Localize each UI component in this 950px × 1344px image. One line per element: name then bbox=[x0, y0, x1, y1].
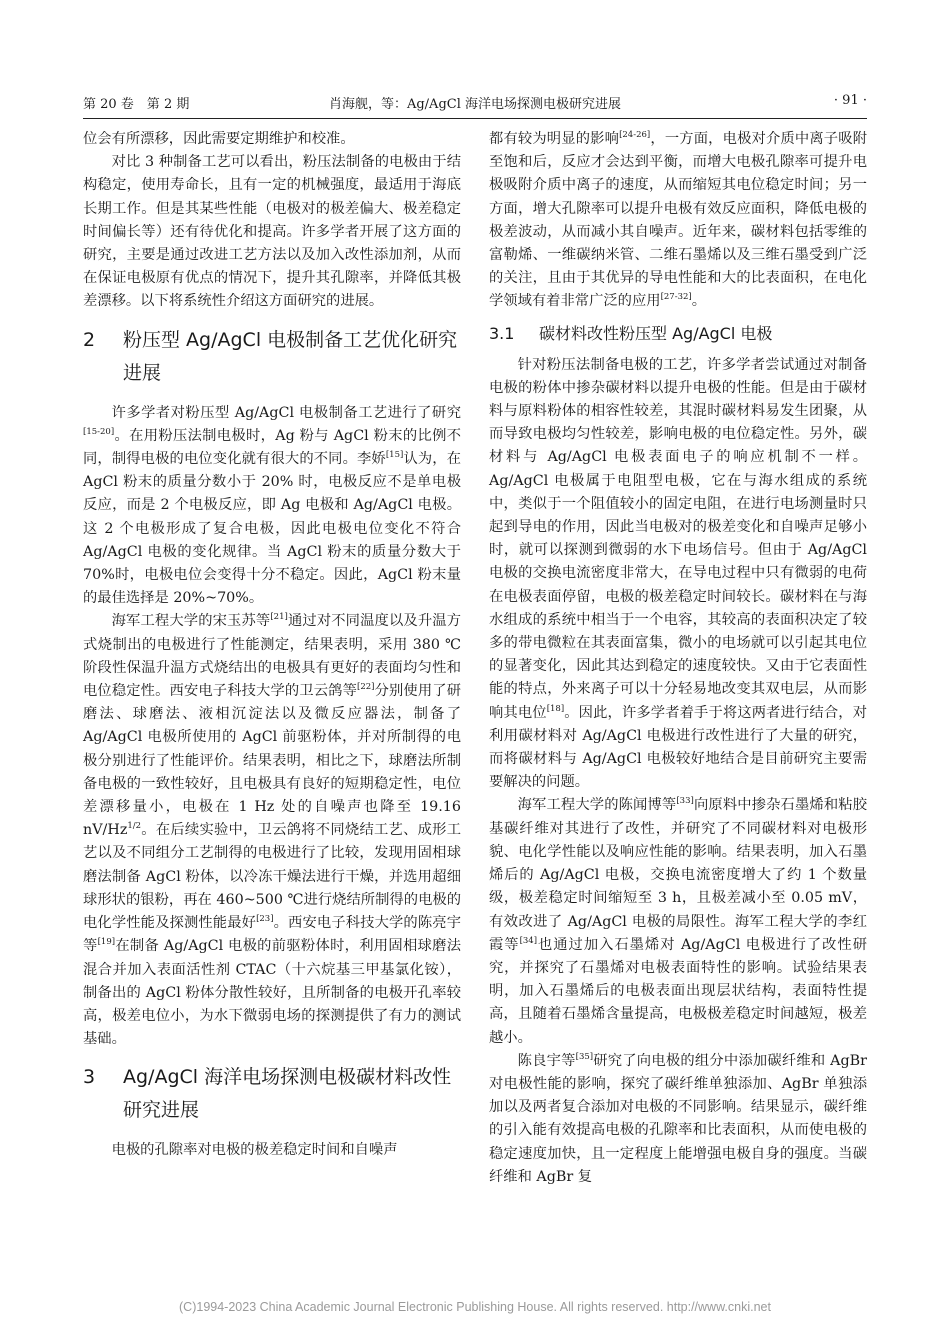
paragraph bbox=[83, 402, 461, 611]
section-title: 粉压型 Ag/AgCl 电极制备工艺优化研究进展 bbox=[123, 328, 458, 384]
section-2-heading bbox=[83, 324, 461, 390]
subsection-3-1-heading bbox=[489, 320, 867, 348]
copyright-footer: (C)1994-2023 China Academic Journal Electronic Publishing House. All rights reserved. http://www.cnki.net bbox=[179, 1300, 771, 1314]
text-run: 。 bbox=[691, 293, 706, 310]
left-column bbox=[83, 128, 461, 1163]
section-title: Ag/AgCl 海洋电场探测电极碳材料改性研究进展 bbox=[123, 1066, 452, 1122]
subsection-title: 碳材料改性粉压型 Ag/AgCl 电极 bbox=[539, 323, 773, 343]
paragraph bbox=[489, 1050, 867, 1189]
paragraph bbox=[489, 794, 867, 1049]
section-number: 3 bbox=[83, 1066, 96, 1089]
text-run: 海军工程大学的陈闻博等 bbox=[517, 797, 677, 814]
citation: [27-32] bbox=[660, 292, 692, 303]
section-3-heading bbox=[83, 1061, 461, 1127]
paragraph: 位会有所漂移，因此需要定期维护和校准。 bbox=[83, 131, 355, 147]
citation: [34] bbox=[519, 935, 538, 946]
citation: [24-26] bbox=[619, 130, 651, 141]
citation: [35] bbox=[575, 1051, 594, 1062]
text-run: 针对粉压法制备电极的工艺，许多学者尝试通过对制备电极的粉体中掺杂碳材料以提升电极的性能。但是由于碳材料与原料粉体的相容性较差，其混时碳材料易发生团聚，从而导致电极均匀性较差，影响电极的电位稳定性。另外，碳材料与 Ag/AgCl 电极表面电子的响应机制不一样。Ag/AgCl 电极属于电阻型电极，它在与海水组成的系统中，类似于一个阻值较小的固定电阻，在进行电场测量时只起到导电的作用，因此当电极对的极差变化和自噪声足够小时，就可以探测到微弱的水下电场信号。但由于 Ag/AgCl 电极的交换电流密度非常大，在导电过程中只有微弱的电荷在电极表面停留，电极的极差稳定时间较长。碳材料在与海水组成的系统中相当于一个电容，其较高的表面积决定了较多的带电微粒在其表面富集，微小的电场就可以引起其电位的显著变化，因此其达到稳定的速度较快。又由于它表面性能的特点，外来离子可以十分轻易地改变其双电层，从而影响其电位 bbox=[489, 356, 867, 721]
citation: [23] bbox=[256, 914, 274, 925]
paragraph bbox=[83, 610, 461, 1051]
text-run: 。因此，许多学者着手于将这两者进行结合，对利用碳材料对 Ag/AgCl 电极进行改性进行了大量的研究，而将碳材料与 Ag/AgCl 电极较好地结合是目前研究主要需要解决的问题。 bbox=[489, 704, 867, 791]
citation: [19] bbox=[97, 937, 116, 948]
citation: [15-20] bbox=[83, 427, 115, 438]
text-run: 也通过加入石墨烯对 Ag/AgCl 电极进行了改性研究，并探究了石墨烯对电极表面特性的影响。试验结果表明，加入石墨烯后的电极表面出现层状结构，表面特性提高，且随着石墨烯含量提高，电极极差稳定时间越短，极差越小。 bbox=[489, 936, 868, 1046]
text-run: 都有较为明显的影响 bbox=[489, 131, 620, 147]
subsection-number: 3.1 bbox=[489, 323, 515, 343]
text-run: 。在用粉压法制电极时，Ag 粉与 AgCl 粉末的比例不同，制得电极的电位变化就有很大的不同。李娇 bbox=[83, 427, 461, 468]
running-title: 肖海舰，等：Ag/AgCl 海洋电场探测电极研究进展 bbox=[328, 97, 622, 112]
text-run: 向原料中掺杂石墨烯和粘胶基碳纤维对其进行了改性，并研究了不同碳材料对电极形貌、电化学性能以及响应性能的影响。结果表明，加入石墨烯后的 Ag/AgCl 电极，交换电流密度增大了约 1 个数量级，极差稳定时间缩短至 3 h，且极差减小至 0.05 mV，有效改进了 Ag/AgCl 电极的局限性。海军工程大学的李红霞等 bbox=[489, 797, 868, 953]
text-run: 通过对不同温度以及升温方式烧制出的电极进行了性能测定，结果表明，采用 380 ℃阶段性保温升温方式烧结出的电极具有更好的表面均匀性和电位稳定性。西安电子科技大学的卫云鸽等 bbox=[83, 613, 462, 700]
text-run: 认为，在 AgCl 粉末的质量分数小于 20% 时，电极反应不是单电极反应，而是 2 个电极反应，即 Ag 电极和 Ag/AgCl 电极。这 2 个电极形成了复合电极，因此电极电位变化不符合 Ag/AgCl 电极的变化规律。当 AgCl 粉末的质量分数大于 70%时，电极电位会变得十分不稳定。因此，AgCl 粉末量的最佳选择是 20%~70%。 bbox=[83, 451, 461, 607]
paragraph bbox=[489, 354, 867, 795]
citation: [15] bbox=[385, 450, 404, 461]
section-number: 2 bbox=[83, 328, 96, 351]
text-run: 在制备 Ag/AgCl 电极的前驱粉体时，利用固相球磨法混合并加入表面活性剂 CTAC（十六烷基三甲基氯化铵），制备出的 AgCl 粉体分散性较好，且所制备的电极开孔率较高，极差电位小，为水下微弱电场的探测提供了有力的测试基础。 bbox=[83, 938, 462, 1048]
header-rule bbox=[83, 118, 867, 119]
text-run: 许多学者对粉压型 Ag/AgCl 电极制备工艺进行了研究 bbox=[111, 404, 461, 421]
text-run: 研究了向电极的组分中添加碳纤维和 AgBr 对电极性能的影响，探究了碳纤维单独添加、AgBr 单独添加以及两者复合添加对电极的不同影响。结果显示，碳纤维的引入能有效提高电极的孔隙率和比表面积，从而使电极的稳定速度加快，且一定程度上能增强电极自身的强度。当碳纤维和 AgBr 复 bbox=[489, 1052, 867, 1185]
text-run: 。在后续实验中，卫云鸽将不同烧结工艺、成形工艺以及不同组分工艺制得的电极进行了比较，发现用固相球磨法制备 AgCl 粉体，以冷冻干燥法进行干燥，并选用超细球形状的银粉，再在 460~500 ℃进行烧结所制得的电极的电化学性能及探测性能最好 bbox=[83, 822, 461, 932]
citation: [21] bbox=[270, 612, 288, 623]
paragraph: 对比 3 种制备工艺可以看出，粉压法制备的电极由于结构稳定，使用寿命长，且有一定的机械强度，最适用于海底长期工作。但是其某些性能（电极对的极差偏大、极差稳定时间偏长等）还有待优化和提高。许多学者开展了这方面的研究，主要是通过改进工艺方法以及加入改性添加剂，从而在保证电极原有优点的情况下，提升其孔隙率，并降低其极差漂移。以下将系统性介绍这方面研究的进展。 bbox=[83, 154, 461, 310]
paragraph bbox=[489, 128, 867, 314]
text-run: 海军工程大学的宋玉苏等 bbox=[111, 613, 271, 630]
text-run: 陈良宇等 bbox=[517, 1052, 576, 1069]
exponent: 1/2 bbox=[127, 821, 142, 832]
citation: [22] bbox=[357, 682, 375, 693]
page-number: · 91 · bbox=[833, 93, 867, 108]
citation: [33] bbox=[676, 796, 694, 807]
text-run: 。西安电子科技大学的陈亮宇等 bbox=[83, 915, 461, 955]
running-header bbox=[83, 93, 867, 117]
text-run: ，一方面，电极对介质中离子吸附至饱和后，反应才会达到平衡，而增大电极孔隙率可提升电极吸附介质中离子的速度，从而缩短其电位稳定时间；另一方面，增大孔隙率可以提升电极有效反应面积，降低电极的极差波动，从而减小其自噪声。近年来，碳材料包括零维的富勒烯、一维碳纳米管、二维石墨烯以及三维石墨受到广泛的关注，且由于其优异的导电性能和大的比表面积，在电化学领域有着非常广泛的应用 bbox=[489, 131, 868, 310]
paragraph: 电极的孔隙率对电极的极差稳定时间和自噪声 bbox=[111, 1142, 398, 1159]
citation: [18] bbox=[546, 703, 565, 714]
right-column bbox=[489, 128, 867, 1189]
journal-volume-issue: 第 20 卷 第 2 期 bbox=[83, 97, 190, 112]
text-run: 分别使用了研磨法、球磨法、液相沉淀法以及微反应器法，制备了 Ag/AgCl 电极所使用的 AgCl 前驱粉体，并对所制得的电极分别进行了性能评价。结果表明，相比之下，球磨法所制备电极的一致性较好，且电极具有良好的短期稳定性，电位差漂移量小，电极在 1 Hz 处的自噪声也降至 19.16 nV/Hz bbox=[83, 683, 461, 839]
